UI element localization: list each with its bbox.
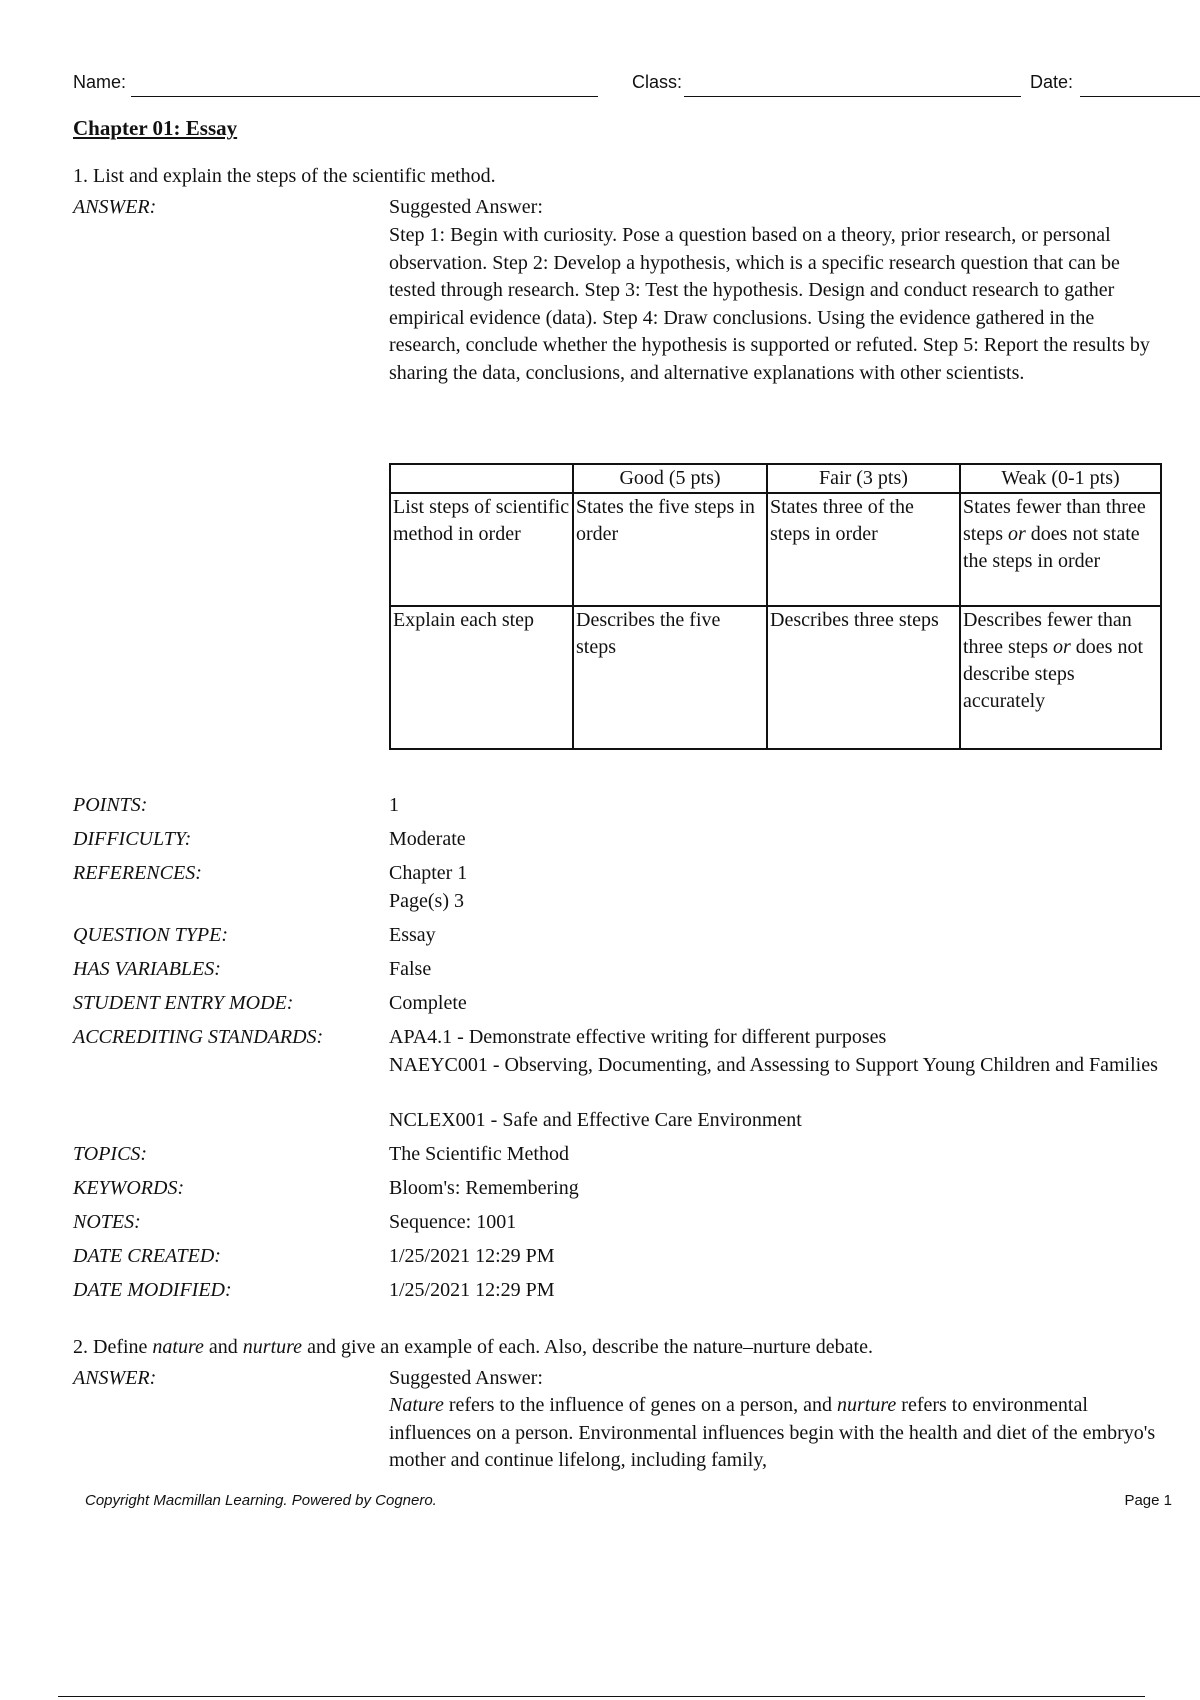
date-label: Date:: [1030, 72, 1074, 92]
date-modified-label: DATE MODIFIED:: [73, 1279, 232, 1301]
name-field-line: [131, 96, 598, 97]
notes-value: Sequence: 1001: [389, 1211, 517, 1233]
date-created-value: 1/25/2021 12:29 PM: [389, 1245, 555, 1267]
rubric-cell: Explain each step: [390, 606, 573, 749]
rubric-header-cell: Weak (0-1 pts): [960, 464, 1161, 493]
question-type-value: Essay: [389, 924, 436, 946]
difficulty-label: DIFFICULTY:: [73, 828, 192, 850]
notes-label: NOTES:: [73, 1211, 141, 1233]
rubric-cell: Describes the five steps: [573, 606, 767, 749]
q2-answer-text: [389, 1392, 1164, 1475]
rubric-header-cell: [390, 464, 573, 493]
prompt-text: and: [203, 1336, 243, 1358]
rubric-cell: [960, 493, 1161, 606]
page-bottom-rule: [58, 1696, 1145, 1697]
date-created-label: DATE CREATED:: [73, 1245, 221, 1267]
prompt-emphasis: nature: [152, 1336, 204, 1358]
rubric-text-emphasis: or: [1052, 636, 1071, 658]
name-label: Name:: [73, 72, 127, 92]
entry-mode-label: STUDENT ENTRY MODE:: [73, 992, 294, 1014]
rubric-row: [390, 606, 1161, 749]
keywords-value: Bloom's: Remembering: [389, 1177, 579, 1199]
references-label: REFERENCES:: [73, 862, 202, 884]
keywords-label: KEYWORDS:: [73, 1177, 185, 1199]
rubric-cell: Describes three steps: [767, 606, 960, 749]
rubric-text: does not describe steps accurately: [963, 636, 1143, 712]
topics-label: TOPICS:: [73, 1143, 148, 1165]
rubric-text: Describes fewer than three steps: [963, 609, 1132, 658]
rubric-cell: [960, 606, 1161, 749]
q2-answer-label: ANSWER:: [73, 1367, 157, 1389]
references-value: Chapter 1: [389, 862, 468, 884]
rubric-header-cell: Fair (3 pts): [767, 464, 960, 493]
standards-value: APA4.1 - Demonstrate effective writing for different purposes: [389, 1026, 887, 1048]
rubric-cell: States the five steps in order: [573, 493, 767, 606]
class-label: Class:: [632, 72, 683, 92]
points-value: 1: [389, 794, 399, 816]
standards-value: NAEYC001 - Observing, Documenting, and Assessing to Support Young Children and Families: [389, 1054, 1158, 1076]
q1-answer-text: Step 1: Begin with curiosity. Pose a question based on a theory, prior research, or personal observation. Step 2: Develop a hypothesis, which is a specific research question that can be tested through research. Step 3: Test the hypothesis. Design and conduct research to gather empirical evidence (data). Step 4: Draw conclusions. Using the evidence gathered in the research, conclude whether the hypothesis is supported or refuted. Step 5: Report the results by sharing the data, conclusions, and alternative explanations with other scientists.: [389, 224, 1150, 384]
points-label: POINTS:: [73, 794, 148, 816]
rubric-text: States fewer than three steps: [963, 496, 1146, 545]
rubric-table: [389, 463, 1162, 750]
topics-value: The Scientific Method: [389, 1143, 569, 1165]
chapter-title: Chapter 01: Essay: [73, 116, 238, 140]
rubric-cell: List steps of scientific method in order: [390, 493, 573, 606]
rubric-text-emphasis: or: [1008, 523, 1026, 545]
class-field-line: [684, 96, 1021, 97]
rubric-header-cell: Good (5 pts): [573, 464, 767, 493]
date-field-line: [1080, 96, 1200, 97]
entry-mode-value: Complete: [389, 992, 467, 1014]
date-modified-value: 1/25/2021 12:29 PM: [389, 1279, 555, 1301]
q1-answer-label: ANSWER:: [73, 196, 157, 218]
difficulty-value: Moderate: [389, 828, 466, 850]
question-type-label: QUESTION TYPE:: [73, 924, 229, 946]
answer-emphasis: Nature: [389, 1394, 444, 1416]
copyright-footer: Copyright Macmillan Learning. Powered by Cognero.: [85, 1492, 437, 1509]
has-variables-value: False: [389, 958, 432, 980]
student-header: [73, 72, 1160, 98]
prompt-emphasis: nurture: [242, 1336, 303, 1358]
standards-label: ACCREDITING STANDARDS:: [73, 1026, 324, 1048]
answer-text: refers to environmental influences on a person. Environmental influences begin with the health and diet of the embryo's mother and continue lifelong, including family,: [389, 1394, 1156, 1471]
question-2-prompt: [73, 1334, 873, 1361]
answer-emphasis: nurture: [837, 1394, 897, 1416]
rubric-header-row: [390, 464, 1161, 493]
rubric-text: does not state the steps in order: [963, 523, 1140, 572]
question-1-prompt: 1. List and explain the steps of the scientific method.: [73, 165, 496, 187]
answer-text: refers to the influence of genes on a person, and: [443, 1394, 838, 1416]
references-page: Page(s) 3: [389, 890, 464, 912]
has-variables-label: HAS VARIABLES:: [73, 958, 221, 980]
q2-answer-intro: Suggested Answer:: [389, 1367, 543, 1389]
page-number: Page 1: [1124, 1492, 1172, 1509]
rubric-cell: States three of the steps in order: [767, 493, 960, 606]
rubric-row: [390, 493, 1161, 606]
prompt-text: 2. Define: [73, 1336, 153, 1358]
prompt-text: and give an example of each. Also, describe the nature–nurture debate.: [302, 1336, 873, 1358]
standards-value: NCLEX001 - Safe and Effective Care Environment: [389, 1109, 802, 1131]
q1-answer-intro: Suggested Answer:: [389, 196, 543, 218]
